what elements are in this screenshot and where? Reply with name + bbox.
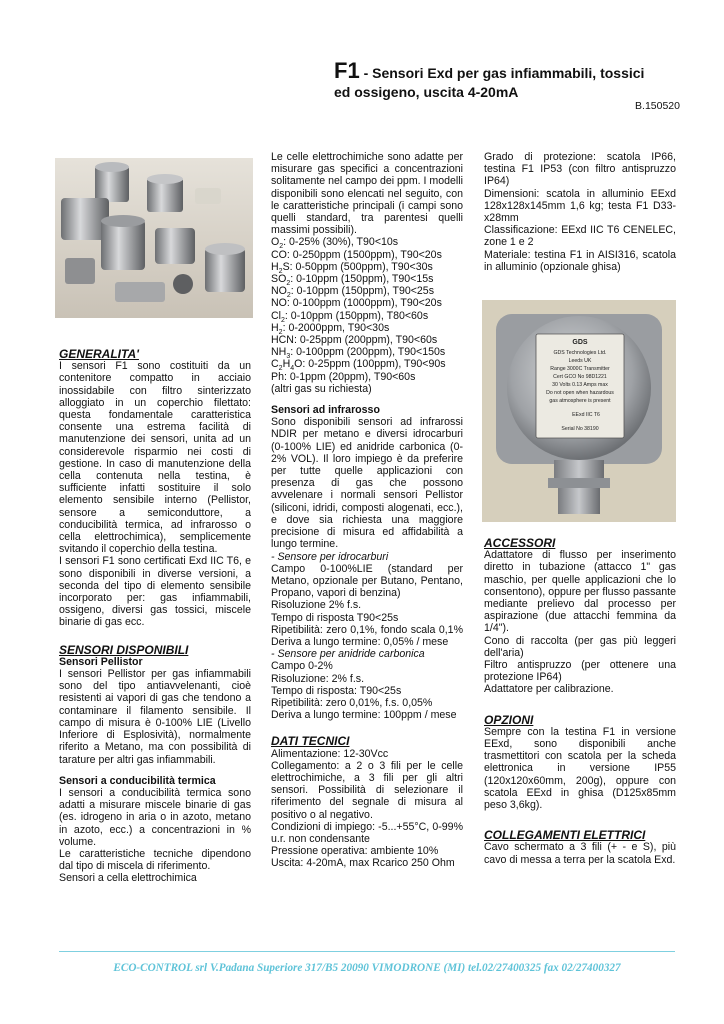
idrocarburi-line: Risoluzione 2% f.s.	[271, 599, 362, 612]
gas-item: CO: 0-250ppm (1500ppm), T90<20s	[271, 248, 442, 261]
sensori-disponibili-heading: SENSORI DISPONIBILI	[59, 642, 189, 657]
gas-item: $H_2$: 0-2000ppm, T90<30s	[271, 321, 390, 336]
enclosure-label-line: Do not open when hazardous	[546, 390, 614, 396]
accessori-line: Cono di raccolta (per gas più leggeri dell'aria)	[484, 634, 676, 659]
accessori-line: Adattatore di flusso per inserimento diretto in tubazione (attacco 1" gas maschio, per quelle applicazioni che lo consentono), oppure per flusso passante mediante prelievo dal processo per aspirazione (due attacchi femmina da 1/4").	[484, 549, 676, 635]
gas-list	[271, 236, 463, 382]
gas-item: HCN: 0-25ppm (200ppm), T90<60s	[271, 334, 438, 347]
column-3-bottom	[484, 537, 676, 866]
dati-line: Uscita: 4-20mA, max Rcarico 250 Ohm	[271, 857, 455, 870]
gas-item: Ph: 0-1ppm (20ppm), T90<60s	[271, 370, 416, 383]
anidride-line: Deriva a lungo termine: 100ppm / mese	[271, 709, 457, 722]
anidride-line: Tempo di risposta: T90<25s	[271, 684, 402, 697]
gas-item: $NH_3$: 0-100ppm (200ppm), T90<150s	[271, 346, 446, 361]
column-3	[484, 151, 676, 273]
accessori-heading: ACCESSORI	[484, 536, 556, 550]
svg-text:GDS: GDS	[572, 339, 588, 346]
enclosure-label-line: gas atmosphere is present	[549, 398, 611, 404]
spec-line: Grado di protezione: scatola IP66, testina F1 IP53 (con filtro antispruzzo IP64)	[484, 151, 676, 188]
infrarosso-heading: Sensori ad infrarosso	[271, 404, 380, 417]
gas-item: $O_2$: 0-25% (30%), T90<10s	[271, 236, 399, 251]
dati-line: Collegamento: a 2 o 3 fili per le celle elettrochimiche, a 3 fili per gli altri sensori. Possibilità di selezionare il riferimento del segnale di misura al positivo o al negativo.	[271, 759, 463, 821]
accessori-line: Adattatore per calibrazione.	[484, 683, 614, 696]
sensor-heads-photo	[55, 158, 253, 318]
conducibilita-text: I sensori a conducibilità termica sono adatti a misurare miscele binarie di gas (es. idrogeno in aria o in azoto, metano in azoto, ecc.) a concentrazioni in % volume.	[59, 786, 251, 848]
idrocarburi-line: Ripetibilità: zero 0,1%, fondo scala 0,1% Deriva a lungo termine: 0,05% / mese	[271, 623, 463, 648]
infrarosso-text: Sono disponibili sensori ad infrarossi NDIR per metano e diversi idrocarburi (0-100% LIE) ed anidride carbonica (0-2% VOL). Il loro impiego è da preferire per tutte quelle applicazioni con presenza di gas che possono avvelenare i normali sensori Pellistor (siliconi, idridi, composti alogenati, ecc.), e dove sia richiesta una maggiore precisione di misura ed affidabilità a lungo termine.	[271, 416, 463, 551]
collegamenti-text: Cavo schermato a 3 fili (+ - e S), più cavo di messa a terra per la scatola Exd.	[484, 841, 676, 866]
generalita-heading: GENERALITA'	[59, 347, 139, 361]
title-line-1: - Sensori Exd per gas infiammabili, tossici	[359, 65, 645, 81]
gas-item: $NO_2$: 0-10ppm (150ppm), T90<25s	[271, 285, 434, 300]
collegamenti-heading: COLLEGAMENTI ELETTRICI	[484, 828, 646, 843]
document-title	[334, 58, 694, 102]
spec-line: Dimensioni: scatola in alluminio EExd 128x128x145mm 1,6 kg; testa F1 D33-x28mm	[484, 187, 676, 225]
gas-item: $Cl_2$: 0-10ppm (150ppm), T80<60s	[271, 309, 429, 324]
opzioni-text: Sempre con la testina F1 in versione EExd, sono disponibili anche trasmettitori con scatola per la scheda elettronica in versione IP55 (120x120x60mm, 200g), oppure con scatola EExd in ghisa (D125x85mm peso 3,6kg).	[484, 725, 676, 812]
accessori-line: Filtro antispruzzo (per ottenere una protezione IP64)	[484, 659, 676, 684]
enclosure-label-line: 30 Volts 0.13 Amps max	[552, 382, 608, 388]
anidride-line: Ripetibilità: zero 0,01%, f.s. 0,05%	[271, 696, 433, 709]
idrocarburi-label: - Sensore per idrocarburi	[271, 550, 389, 563]
pellistor-text: I sensori Pellistor per gas infiammabili sono del tipo antiavvelenanti, cioè resistenti ai vapori di gas che tendono a contaminare il filamento sensibile. Il campo di misura è 0-100% LIE (Livello Inferiore di Esplosività), normalmente riferito a Metano, ma con possibilità di tarature per altri gas infiammabili.	[59, 668, 251, 766]
spec-line: Classificazione: EExd IIC T6 CENELEC, zone 1 e 2	[484, 224, 676, 249]
footer-contact: ECO-CONTROL srl V.Padana Superiore 317/B5 20090 VIMODRONE (MI) tel.02/27400325 fax 02/27400327	[113, 962, 621, 974]
dati-line: Pressione operativa: ambiente 10%	[271, 845, 439, 858]
electrochemical-intro: Le celle elettrochimiche sono adatte per misurare gas specifici a concentrazioni solitamente nel campo dei ppm. I modelli disponibili sono elencati nel seguito, con le caratteristiche principali (i campi sono quelli standard, tra parentesi quelli massimi possibili).	[271, 151, 463, 237]
spec-line: Materiale: testina F1 in AISI316, scatola in alluminio (opzionale ghisa)	[484, 248, 676, 273]
anidride-line: Campo 0-2%	[271, 660, 333, 673]
title-line-2: ed ossigeno, uscita 4-20mA	[334, 84, 519, 100]
conducibilita-text-2: Le caratteristiche tecniche dipendono dal tipo di miscela di riferimento.	[59, 847, 251, 873]
generalita-paragraph-1: I sensori F1 sono costituiti da un contenitore compatto in acciaio inossidabile con filtro sinterizzato alloggiato in un coperchio filettato: questa fondamentale caratteristica consente una estrema facilità di manutenzione dei sensori, unita ad un considerevole risparmio nei costi di gestione. In caso di manutenzione della cella contenuta nella testina, è sufficiente infatti sostituire il solo elemento sensibile interno (Pellistor, sensore a semiconduttore, a conducibilità termica, ad infrarosso o cella elettrochimica), semplicemente svitando il coperchio della testina.	[59, 360, 251, 556]
enclosure-label-line: Range 3000C Transmitter	[550, 366, 610, 372]
enclosure-label-line: Leeds UK	[568, 358, 592, 364]
altri-gas-note: (altri gas su richiesta)	[271, 382, 372, 395]
pellistor-heading: Sensori Pellistor	[59, 655, 143, 668]
anidride-label: - Sensore per anidride carbonica	[271, 648, 425, 661]
gas-item: $H_2S$: 0-50ppm (500ppm), T90<30s	[271, 260, 433, 275]
footer-divider	[59, 951, 675, 952]
idrocarburi-line: Tempo di risposta T90<25s	[271, 611, 399, 624]
model-name: F1	[334, 58, 360, 83]
dati-line: Alimentazione: 12-30Vcc	[271, 747, 389, 760]
gas-item: $C_2H_4O$: 0-25ppm (100ppm), T90<90s	[271, 358, 446, 373]
document-code: B.150520	[635, 100, 680, 112]
dati-tecnici-heading: DATI TECNICI	[271, 734, 350, 749]
generalita-paragraph-2: I sensori F1 sono certificati Exd IIC T6, e sono disponibili in diverse versioni, a seconda del tipo di elemento sensibile incorporato per: gas infiammabili, ossigeno, diversi gas tossici, miscele binarie di gas ecc.	[59, 555, 251, 629]
opzioni-heading: OPZIONI	[484, 712, 534, 727]
gas-item: $SO_2$: 0-10ppm (150ppm), T90<15s	[271, 273, 434, 288]
anidride-line: Risoluzione: 2% f.s.	[271, 672, 365, 685]
column-2	[271, 151, 463, 870]
gds-enclosure-photo	[482, 300, 676, 522]
dati-line: Condizioni di impiego: -5...+55°C, 0-99% u.r. non condensante	[271, 820, 463, 845]
enclosure-label-line: GDS Technologies Ltd.	[553, 350, 607, 356]
cella-elettrochimica-label: Sensori a cella elettrochimica	[59, 872, 197, 885]
gas-item: NO: 0-100ppm (1000ppm), T90<20s	[271, 297, 442, 310]
enclosure-label-line: Cert GCO No 98D1221	[553, 374, 607, 380]
enclosure-label-line: EExd IIC T6	[572, 412, 600, 418]
column-1	[59, 348, 251, 885]
idrocarburi-line: Campo 0-100%LIE (standard per Metano, opzionale per Butano, Pentano, Propano, vapori di benzina)	[271, 562, 463, 600]
enclosure-label-line: Serial No 38190	[561, 426, 599, 432]
conducibilita-heading: Sensori a conducibilità termica	[59, 774, 216, 787]
